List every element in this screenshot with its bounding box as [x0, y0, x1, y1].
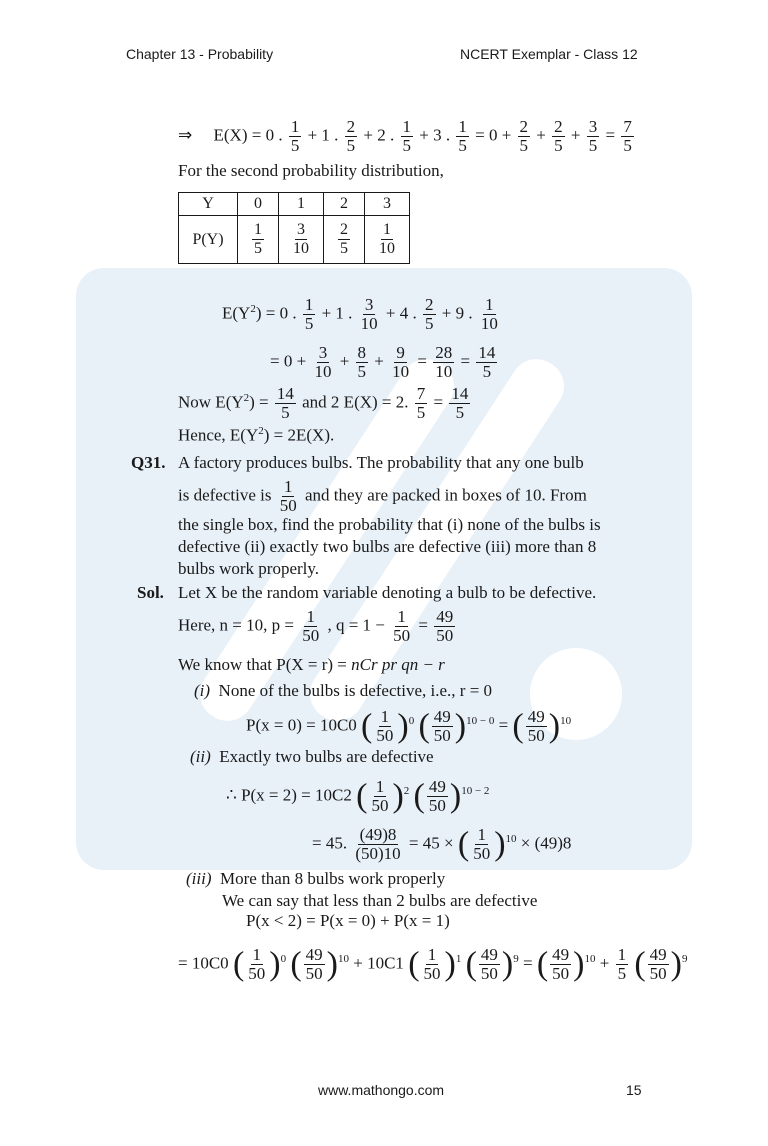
hence-line: Hence, $E(Y^2) = 2E(X)$. — [178, 425, 335, 445]
fraction: $\frac{3}{5}$ — [588, 117, 598, 155]
part-i-heading: (i) None of the bulbs is defective, i.e., r = 0 — [194, 681, 493, 700]
fraction: $\frac{2}{5}$ — [346, 117, 356, 155]
question-line: bulbs work properly. — [178, 559, 320, 578]
chapter-title: Chapter 13 - Probability — [126, 46, 274, 62]
fraction: $\frac{2}{5}$ — [519, 117, 529, 155]
part-ii-equation: ∴ P(x = 2) = 10C2 ( $\frac{1}{50}$ )$^2$ ( $\frac{49}{50}$ )$^{10 - 2}$ — [226, 777, 490, 815]
binomial-formula: We know that P(X = r) = nCr pr qn − r — [178, 655, 445, 674]
fraction: $\frac{1}{5}$ — [402, 117, 412, 155]
question-line: A factory produces bulbs. The probability that any one bulb — [178, 453, 584, 472]
part-iii-heading: (iii) More than 8 bulbs work properly — [186, 869, 446, 888]
table-row: P(Y) $\frac{1}{5}$ $\frac{3}{10}$ $\frac{2}{5}$ $\frac{1}{10}$ — [179, 216, 410, 264]
footer-site: www.mathongo.com — [318, 1082, 445, 1098]
solution-params: Here, n = 10, p = $\frac{1}{50}$ , q = 1 − $\frac{1}{50}$ = $\frac{49}{50}$ — [178, 607, 454, 645]
question-line: the single box, find the probability that (i) none of the bulbs is — [178, 515, 601, 534]
part-iii-equation: = 10C0 ( $\frac{1}{50}$ )$^0$ ( $\frac{49}{50}$ )$^{10}$ + 10C1 ( $\frac{1}{50}$ )$^1$ ( $\frac{49}{50}$ )$^9$ = ( $\frac{49}{50}$ )$^{10}$ + $\frac{1}{5}$ ( $\frac{49}{50}$ )$^9$ — [178, 945, 688, 983]
part-iii-line: We can say that less than 2 bulbs are defective — [222, 891, 538, 910]
second-dist-text: For the second probability distribution, — [178, 161, 444, 180]
solution-label: Sol. — [137, 583, 164, 602]
table-row: Y 0 1 2 3 — [179, 193, 410, 216]
ey2-simplified: = 0 + $\frac{3}{10}$ + $\frac{8}{5}$ + $\frac{9}{10}$ = $\frac{28}{10}$ = $\frac{14}{5}$ — [270, 343, 496, 381]
fraction: $\frac{7}{5}$ — [623, 117, 632, 155]
part-ii-heading: (ii) Exactly two bulbs are defective — [190, 747, 434, 766]
book-title: NCERT Exemplar - Class 12 — [460, 46, 638, 62]
question-line: defective (ii) exactly two bulbs are defective (iii) more than 8 — [178, 537, 597, 556]
fraction: $\frac{1}{5}$ — [290, 117, 300, 155]
page-number: 15 — [626, 1082, 642, 1098]
ey2-equation: $E(Y^2) = 0$ . $\frac{1}{5}$ + 1 . $\frac{3}{10}$ + 4 . $\frac{2}{5}$ + 9 . $\frac{1}{10}$ — [222, 295, 498, 333]
fraction: $\frac{1}{5}$ — [458, 117, 467, 155]
comparison-line: Now $E(Y^2)$ = $\frac{14}{5}$ and 2 E(X) = 2. $\frac{7}{5}$ = $\frac{14}{5}$ — [178, 384, 469, 422]
part-iii-line: P(x < 2) = P(x = 0) + P(x = 1) — [246, 911, 450, 930]
part-i-equation: P(x = 0) = 10C0 ( $\frac{1}{50}$ )$^0$ ( $\frac{49}{50}$ )$^{10 - 0}$ = ( $\frac{49}{50}$ )$^{10}$ — [246, 707, 572, 745]
question-line: is defective is $\frac{1}{50}$ and they are packed in boxes of 10. From — [178, 477, 587, 515]
fraction: $\frac{2}{5}$ — [554, 117, 563, 155]
solution-line: Let X be the random variable denoting a bulb to be defective. — [178, 583, 597, 602]
question-label: Q31. — [131, 453, 166, 472]
part-ii-result: = 45. $\frac{(49)8}{(50)10}$ = 45 × ( $\frac{1}{50}$ )$^{10}$ × (49)8 — [312, 825, 572, 863]
distribution-table — [178, 192, 410, 264]
ex-equation: ⇒ E(X) = 0 . $\frac{1}{5}$ + 1 . $\frac{2}{5}$ + 2 . $\frac{1}{5}$ + 3 . $\frac{1}{5}$ = 0 + $\frac{2}{5}$ + $\frac{2}{5}$ + $\frac{3}{5}$ = $\frac{7}{5}$ — [178, 117, 632, 155]
